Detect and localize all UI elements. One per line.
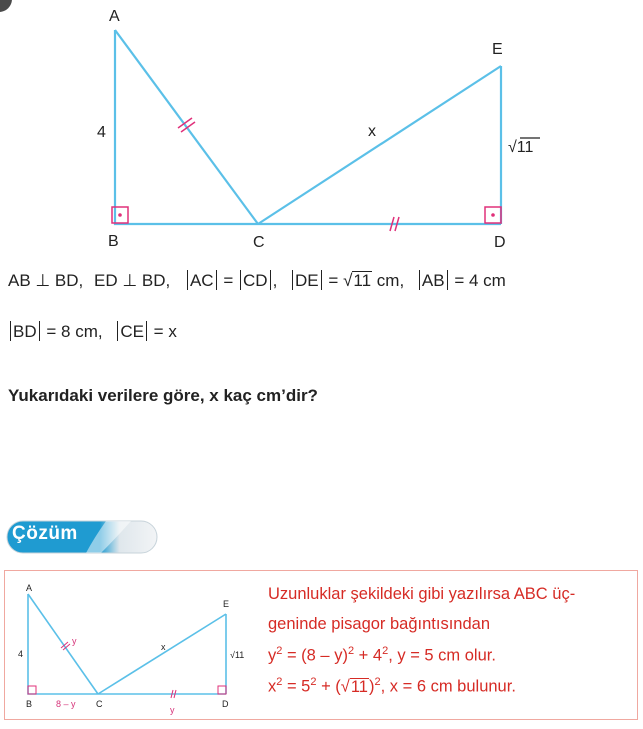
abs-cd: CD [243, 271, 268, 290]
perp-ab-bd: AB ⊥ BD, [8, 271, 84, 290]
label-de-length: √11 [508, 139, 534, 156]
sol-label-a: A [26, 583, 33, 593]
given-line-2: BD = 8 cm, CE = x [8, 321, 177, 342]
solution-eq-1: $y^2 = (8 - y)^2 + 4^2$, y = 5 cm olur. [268, 645, 496, 665]
sol-label-d: D [222, 699, 229, 709]
label-b: B [108, 233, 119, 250]
sol-label-b: B [26, 699, 33, 709]
segment-ce [258, 66, 501, 224]
sol-label-de: √11 [230, 650, 245, 660]
solution-line-1: Uzunluklar şekildeki gibi yazılırsa ABC üç- [268, 585, 576, 603]
segment-ac [115, 30, 258, 224]
given-line-1: AB ⊥ BD, ED ⊥ BD, AC = CD , DE = √11 cm, AB = 4 cm [8, 271, 506, 290]
abs-ac: AC [189, 271, 214, 290]
sol-label-e: E [223, 599, 230, 609]
solution-figure [6, 572, 268, 718]
sol-label-ab: 4 [18, 649, 24, 659]
sol-label-ce: x [161, 642, 166, 652]
solution-line-2: geninde pisagor bağıntısından [268, 615, 491, 633]
cozum-label: Çözüm [12, 523, 78, 544]
sol-label-cd: y [170, 705, 175, 715]
sqrt-11: 11 [353, 271, 372, 290]
solution-eq-2: $x^2 = 5^2 + (√11)^2$, x = 6 cm bulunur. [268, 676, 516, 696]
abs-bd: BD [13, 322, 37, 341]
sol-label-ac: y [72, 636, 77, 646]
label-a: A [109, 8, 120, 25]
sol-label-bc: 8 – y [56, 699, 76, 709]
label-c: C [253, 234, 265, 251]
abs-ce: CE [120, 322, 144, 341]
main-figure [0, 0, 643, 260]
label-d: D [494, 234, 506, 251]
perp-ed-bd: ED ⊥ BD, [94, 271, 171, 290]
label-ab-length: 4 [97, 124, 106, 141]
abs-ab: AB [421, 271, 445, 290]
label-e: E [492, 41, 503, 58]
question-text: Yukarıdaki verilere göre, x kaç cm’dir? [8, 386, 318, 405]
sol-label-c: C [96, 699, 103, 709]
label-ce-length: x [368, 123, 376, 140]
abs-de: DE [295, 271, 319, 290]
